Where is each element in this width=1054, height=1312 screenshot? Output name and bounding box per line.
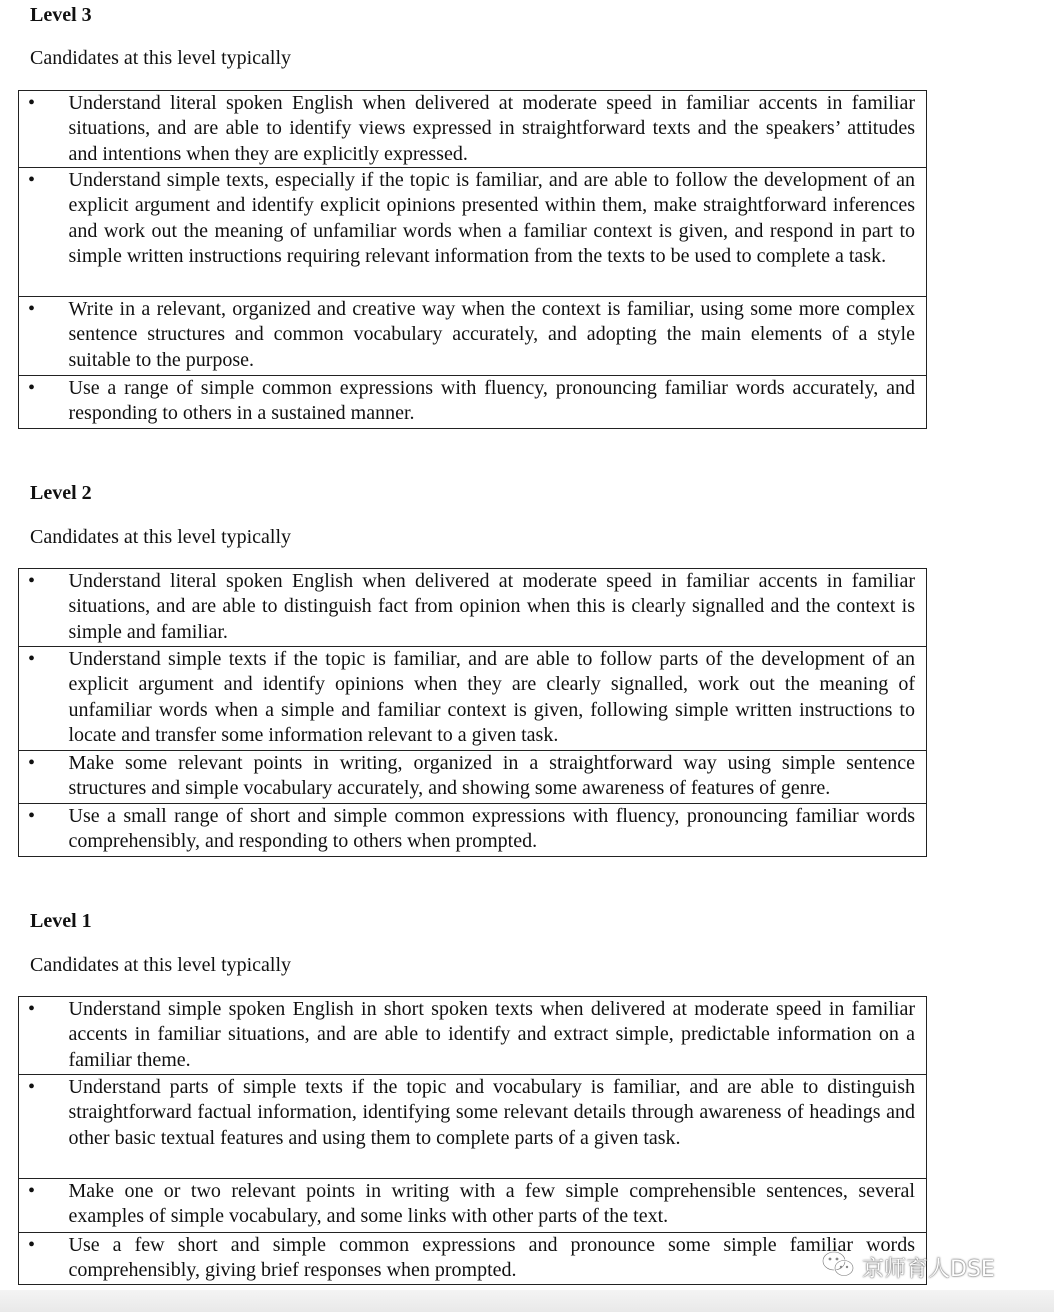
bullet-icon: • — [28, 805, 36, 827]
bullet-cell — [19, 751, 69, 804]
descriptor-text: Write in a relevant, organized and creative way when the context is familiar, using some more complex sentence structures and common vocabulary accurately, and adopting the main elements of a style suitable to the purpose. — [69, 297, 927, 376]
descriptor-table — [18, 996, 927, 1285]
descriptor-row — [19, 1075, 927, 1179]
level-title: Level 1 — [30, 910, 92, 932]
bullet-icon: • — [28, 1180, 36, 1202]
bullet-icon: • — [28, 298, 36, 320]
descriptor-row — [19, 647, 927, 751]
bullet-cell — [19, 569, 69, 647]
descriptor-row — [19, 1179, 927, 1233]
bullet-cell — [19, 1179, 69, 1233]
bullet-cell — [19, 647, 69, 751]
descriptor-text: Understand simple texts, especially if the topic is familiar, and are able to follow the development of an explicit argument and identify explicit opinions presented within them, make straightforward inferences and work out the meaning of unfamiliar words when a familiar context is given, and respond in part to simple written instructions requiring relevant information from the texts to be used to complete a task. — [69, 168, 927, 297]
bullet-cell — [19, 997, 69, 1075]
level-title: Level 3 — [30, 4, 92, 26]
descriptor-table — [18, 568, 927, 857]
descriptor-text: Use a small range of short and simple common expressions with fluency, pronouncing familiar words comprehensibly, and responding to others when prompted. — [69, 804, 927, 857]
bullet-cell — [19, 91, 69, 168]
bullet-icon: • — [28, 648, 36, 670]
descriptor-row — [19, 569, 927, 647]
descriptor-row — [19, 297, 927, 376]
descriptor-text: Understand literal spoken English when delivered at moderate speed in familiar accents in familiar situations, and are able to identify views expressed in straightforward texts and the speakers’ attitudes and intentions when they are explicitly expressed. — [69, 91, 927, 168]
bullet-cell — [19, 1075, 69, 1179]
descriptor-text: Understand parts of simple texts if the topic and vocabulary is familiar, and are able to distinguish straightforward factual information, identifying some relevant details through awareness of headings and other basic textual features and using them to complete parts of a given task. — [69, 1075, 927, 1179]
descriptor-table — [18, 90, 927, 429]
descriptor-row — [19, 91, 927, 168]
descriptor-text: Understand simple spoken English in short spoken texts when delivered at moderate speed in familiar accents in familiar situations, and are able to identify and extract simple, predictable information on a familiar theme. — [69, 997, 927, 1075]
bullet-icon: • — [28, 92, 36, 114]
bullet-icon: • — [28, 169, 36, 191]
descriptor-row — [19, 1233, 927, 1285]
bullet-icon: • — [28, 998, 36, 1020]
descriptor-row — [19, 751, 927, 804]
descriptor-row — [19, 997, 927, 1075]
watermark — [820, 1250, 995, 1284]
descriptor-row — [19, 168, 927, 297]
descriptor-text: Make some relevant points in writing, organized in a straightforward way using simple sentence structures and simple vocabulary accurately, and showing some awareness of features of genre. — [69, 751, 927, 804]
descriptor-text: Use a range of simple common expressions with fluency, pronouncing familiar words accurately, and responding to others in a sustained manner. — [69, 376, 927, 429]
descriptor-row — [19, 804, 927, 857]
bullet-cell — [19, 804, 69, 857]
bullet-cell — [19, 1233, 69, 1285]
level-intro: Candidates at this level typically — [30, 47, 292, 69]
descriptor-text: Make one or two relevant points in writing with a few simple comprehensible sentences, several examples of simple vocabulary, and some links with other parts of the text. — [69, 1179, 927, 1233]
bullet-icon: • — [28, 377, 36, 399]
bullet-cell — [19, 297, 69, 376]
bullet-icon: • — [28, 1234, 36, 1256]
bottom-strip — [0, 1290, 1054, 1312]
bullet-icon: • — [28, 752, 36, 774]
level-intro: Candidates at this level typically — [30, 526, 292, 548]
bullet-cell — [19, 168, 69, 297]
descriptor-text: Understand simple texts if the topic is familiar, and are able to follow parts of the development of an explicit argument and identify opinions when they are clearly signalled, work out the meaning of unfamiliar words when a simple and familiar context is given, following simple written instructions to locate and transfer some information relevant to a given task. — [69, 647, 927, 751]
bullet-icon: • — [28, 570, 36, 592]
bullet-icon: • — [28, 1076, 36, 1098]
wechat-icon — [820, 1249, 856, 1285]
descriptor-text: Use a few short and simple common expressions and pronounce some simple familiar words comprehensibly, giving brief responses when prompted. — [69, 1233, 927, 1285]
watermark-text: 京师育人DSE — [862, 1256, 995, 1282]
bullet-cell — [19, 376, 69, 429]
descriptor-text: Understand literal spoken English when delivered at moderate speed in familiar accents in familiar situations, and are able to distinguish fact from opinion when this is clearly signalled and the context is simple and familiar. — [69, 569, 927, 647]
descriptor-row — [19, 376, 927, 429]
level-intro: Candidates at this level typically — [30, 954, 292, 976]
level-title: Level 2 — [30, 482, 92, 504]
